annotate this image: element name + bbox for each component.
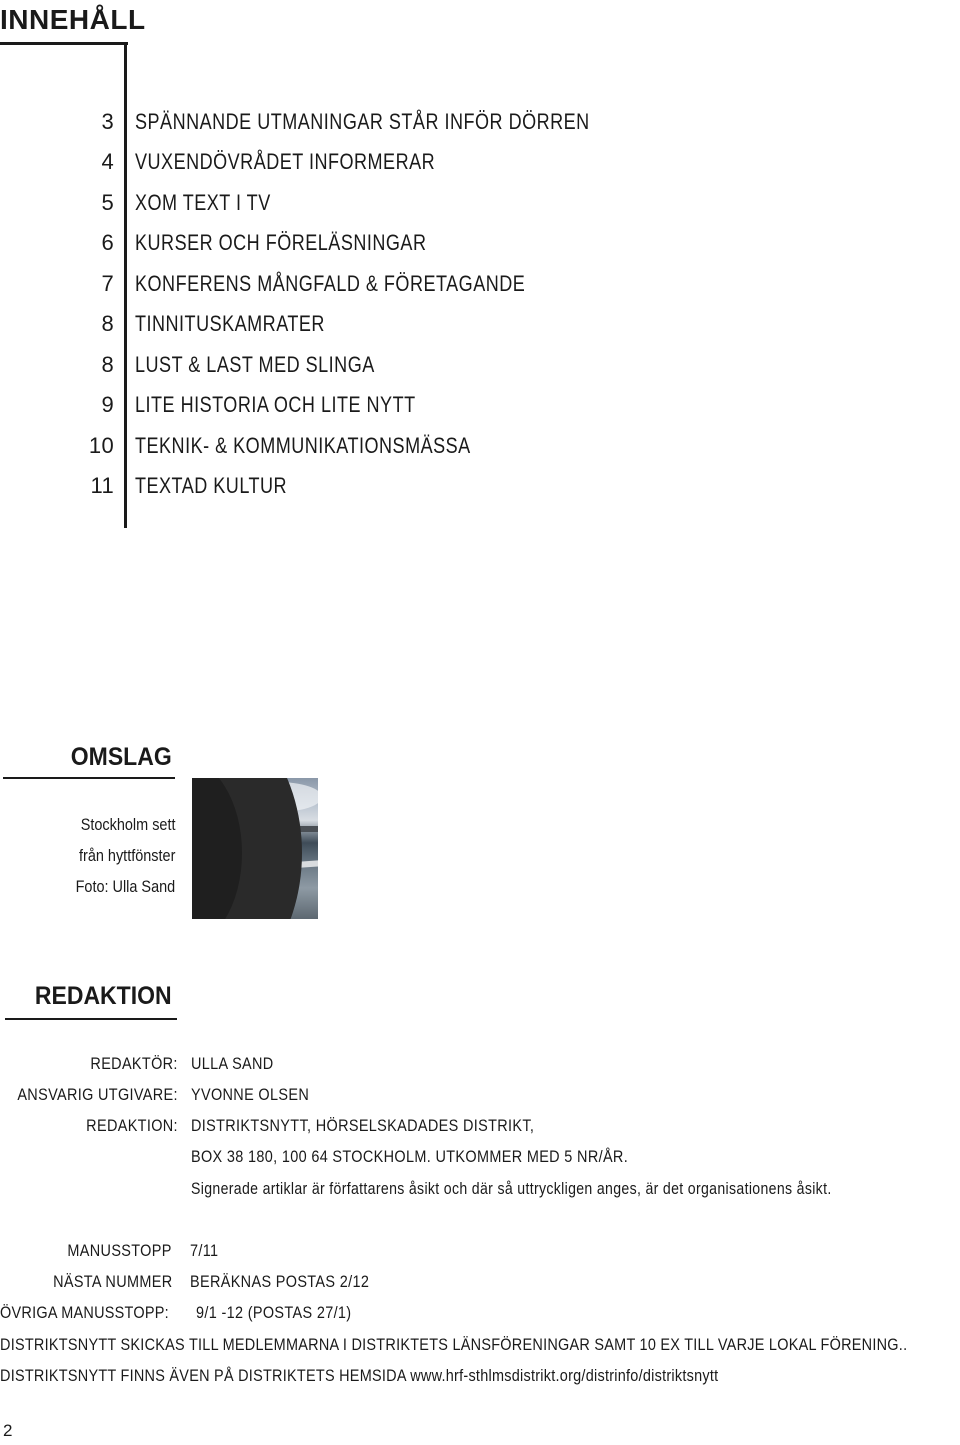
toc-page-number: 4: [101, 149, 114, 174]
page-number: 2: [3, 1421, 13, 1440]
toc-item-title: KONFERENS MÅNGFALD & FÖRETAGANDE: [135, 271, 526, 296]
toc-item[interactable]: [0, 230, 960, 270]
toc-item[interactable]: [0, 271, 960, 311]
toc-page-number: 8: [101, 352, 114, 377]
toc-item-title: TEXTAD KULTUR: [135, 473, 288, 498]
page-title: INNEHÅLL: [0, 4, 146, 35]
toc-item-title: LITE HISTORIA OCH LITE NYTT: [135, 392, 416, 417]
deadline-label: MANUSSTOPP: [67, 1241, 172, 1260]
other-deadlines-label: ÖVRIGA MANUSSTOPP:: [0, 1303, 169, 1322]
toc-item[interactable]: [0, 473, 960, 513]
editor-label: REDAKTÖR:: [90, 1054, 178, 1073]
toc-page-number: 6: [101, 230, 114, 255]
toc-item-title: VUXENDÖVRÅDET INFORMERAR: [135, 149, 436, 174]
editorial-heading-rule: [5, 1018, 177, 1020]
toc-item-title: SPÄNNANDE UTMANINGAR STÅR INFÖR DÖRREN: [135, 109, 590, 134]
publisher-label: ANSVARIG UTGIVARE:: [17, 1085, 178, 1104]
toc-page-number: 10: [88, 433, 114, 458]
cover-caption-line: från hyttfönster: [78, 846, 175, 865]
title-underline: [0, 42, 128, 45]
publisher-value: YVONNE OLSEN: [191, 1085, 310, 1104]
other-deadlines-value: 9/1 -12 (POSTAS 27/1): [196, 1303, 352, 1322]
toc-page-number: 3: [101, 109, 114, 134]
toc-item-title: KURSER OCH FÖRELÄSNINGAR: [135, 230, 427, 255]
toc-item-title: XOM TEXT I TV: [135, 190, 271, 215]
toc-page-number: 11: [90, 473, 114, 498]
toc-item[interactable]: [0, 190, 960, 230]
toc-item-title: TINNITUSKAMRATER: [135, 311, 325, 336]
editorial-address: BOX 38 180, 100 64 STOCKHOLM. UTKOMMER MED 5 NR/ÅR.: [191, 1147, 629, 1166]
editorial-office-label: REDAKTION:: [86, 1116, 178, 1135]
toc-page-number: 9: [101, 392, 114, 417]
next-issue-label: NÄSTA NUMMER: [52, 1272, 172, 1291]
photo-cloud: [232, 782, 318, 812]
next-issue-value: BERÄKNAS POSTAS 2/12: [190, 1272, 370, 1291]
website-note: DISTRIKTSNYTT FINNS ÄVEN PÅ DISTRIKTETS HEMSIDA www.hrf-sthlmsdistrikt.org/distrinfo/distriktsnytt: [0, 1366, 719, 1385]
toc-item-title: TEKNIK- & KOMMUNIKATIONSMÄSSA: [135, 433, 471, 458]
cover-photo: [192, 778, 318, 919]
cover-caption-line: Stockholm sett: [80, 815, 175, 834]
editorial-heading: REDAKTION: [35, 982, 172, 1010]
toc-item[interactable]: [0, 433, 960, 473]
toc-page-number: 5: [101, 190, 114, 215]
toc-item[interactable]: [0, 311, 960, 351]
toc-item[interactable]: [0, 392, 960, 432]
editorial-office-value: DISTRIKTSNYTT, HÖRSELSKADADES DISTRIKT,: [191, 1116, 535, 1135]
cover-caption-line: Foto: Ulla Sand: [75, 877, 175, 896]
editorial-disclaimer: Signerade artiklar är författarens åsikt och där så uttryckligen anges, är det organisationens åsikt.: [191, 1179, 832, 1198]
distribution-note: DISTRIKTSNYTT SKICKAS TILL MEDLEMMARNA I DISTRIKTETS LÄNSFÖRENINGAR SAMT 10 EX TILL VARJE LOKAL FÖRENING..: [0, 1335, 908, 1354]
deadline-value: 7/11: [190, 1241, 219, 1260]
cover-heading-rule: [3, 777, 175, 779]
cover-heading: OMSLAG: [71, 743, 172, 771]
toc-page-number: 7: [101, 271, 114, 296]
toc-item[interactable]: [0, 352, 960, 392]
toc-item-title: LUST & LAST MED SLINGA: [135, 352, 375, 377]
toc-page-number: 8: [101, 311, 114, 336]
editor-value: ULLA SAND: [191, 1054, 274, 1073]
toc-item[interactable]: [0, 149, 960, 189]
toc-item[interactable]: [0, 109, 960, 149]
